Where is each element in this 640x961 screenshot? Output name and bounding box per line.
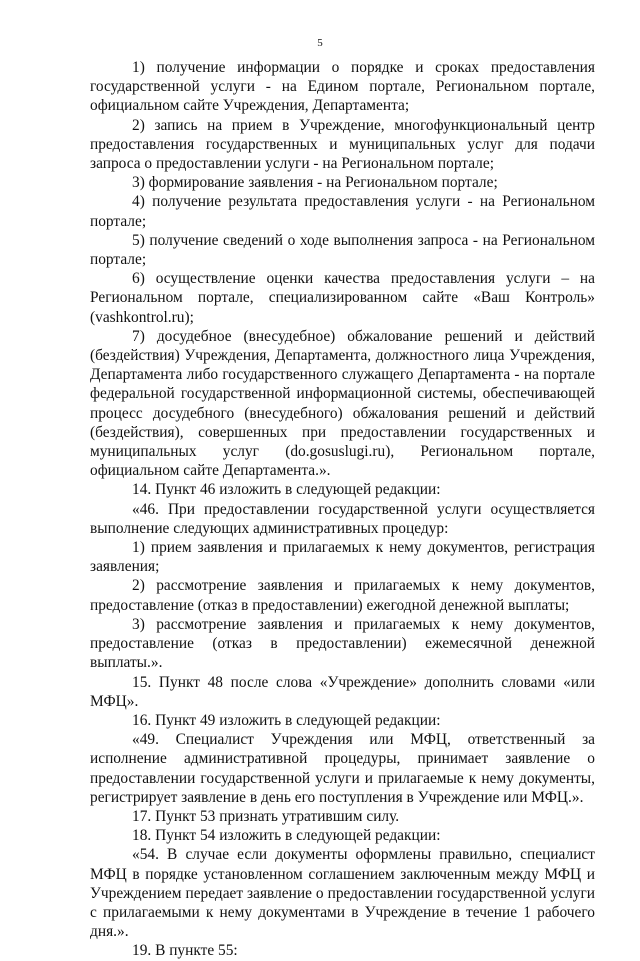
paragraph: 2) запись на прием в Учреждение, многофункциональный центр предоставления государственных и муниципальных услуг для подачи запроса о предоставлении услуги - на Региональном портале;	[90, 116, 595, 173]
paragraph: 18. Пункт 54 изложить в следующей редакции:	[132, 827, 441, 845]
paragraph: 17. Пункт 53 признать утратившим силу.	[132, 807, 400, 825]
paragraph: 16. Пункт 49 изложить в следующей редакции:	[132, 711, 441, 729]
paragraph: 14. Пункт 46 изложить в следующей редакции:	[132, 481, 441, 499]
paragraph: «46. При предоставлении государственной услуги осуществляется выполнение следующих административных процедур:	[90, 500, 595, 537]
page-number: 5	[317, 37, 323, 49]
paragraph: «54. В случае если документы оформлены правильно, специалист МФЦ в порядке установленном соглашением заключенным между МФЦ и Учреждением передает заявление о предоставлении государственной услуги с прилагаемыми к нему документами в Учреждение в течение 1 рабочего дня.».	[90, 846, 595, 941]
paragraph: 1) прием заявления и прилагаемых к нему документов, регистрация заявления;	[90, 539, 595, 576]
paragraph: 1) получение информации о порядке и сроках предоставления государственной услуги - на Едином портале, Региональном портале, официальном сайте Учреждения, Департамента;	[90, 59, 595, 115]
paragraph: 5) получение сведений о ходе выполнения запроса - на Региональном портале;	[90, 231, 595, 269]
document-body	[90, 58, 595, 961]
paragraph: 19. В пункте 55:	[132, 942, 238, 960]
paragraph: 4) получение результата предоставления услуги - на Региональном портале;	[90, 193, 595, 230]
paragraph: «49. Специалист Учреждения или МФЦ, ответственный за исполнение административной процедуры, принимает заявление о предоставлении государственной услуги и прилагаемые к нему документы, регистрирует заявление в день его поступления в Учреждение или МФЦ.».	[90, 731, 595, 806]
paragraph: 3) рассмотрение заявления и прилагаемых к нему документов, предоставление (отказ в предоставлении) ежемесячной денежной выплаты.».	[90, 615, 595, 672]
paragraph: 7) досудебное (внесудебное) обжалование решений и действий (бездействия) Учреждения, Департамента, должностного лица Учреждения, Департамента либо государственного служащего Департамента - на портале федеральной государственной информационной системы, обеспечивающей процесс досудебного (внесудебного) обжалования решений и действий (бездействия), совершенных при предоставлении государственных и муниципальных услуг (do.gosuslugi.ru), Региональном портале, официальном сайте Департамента.».	[90, 327, 595, 480]
paragraph: 3) формирование заявления - на Региональном портале;	[132, 174, 498, 192]
paragraph: 15. Пункт 48 после слова «Учреждение» дополнить словами «или МФЦ».	[90, 673, 595, 710]
paragraph: 2) рассмотрение заявления и прилагаемых к нему документов, предоставление (отказ в предоставлении) ежегодной денежной выплаты;	[90, 577, 595, 614]
paragraph: 6) осуществление оценки качества предоставления услуги – на Региональном портале, специализированном сайте «Ваш Контроль» (vashkontrol.ru);	[90, 270, 595, 326]
